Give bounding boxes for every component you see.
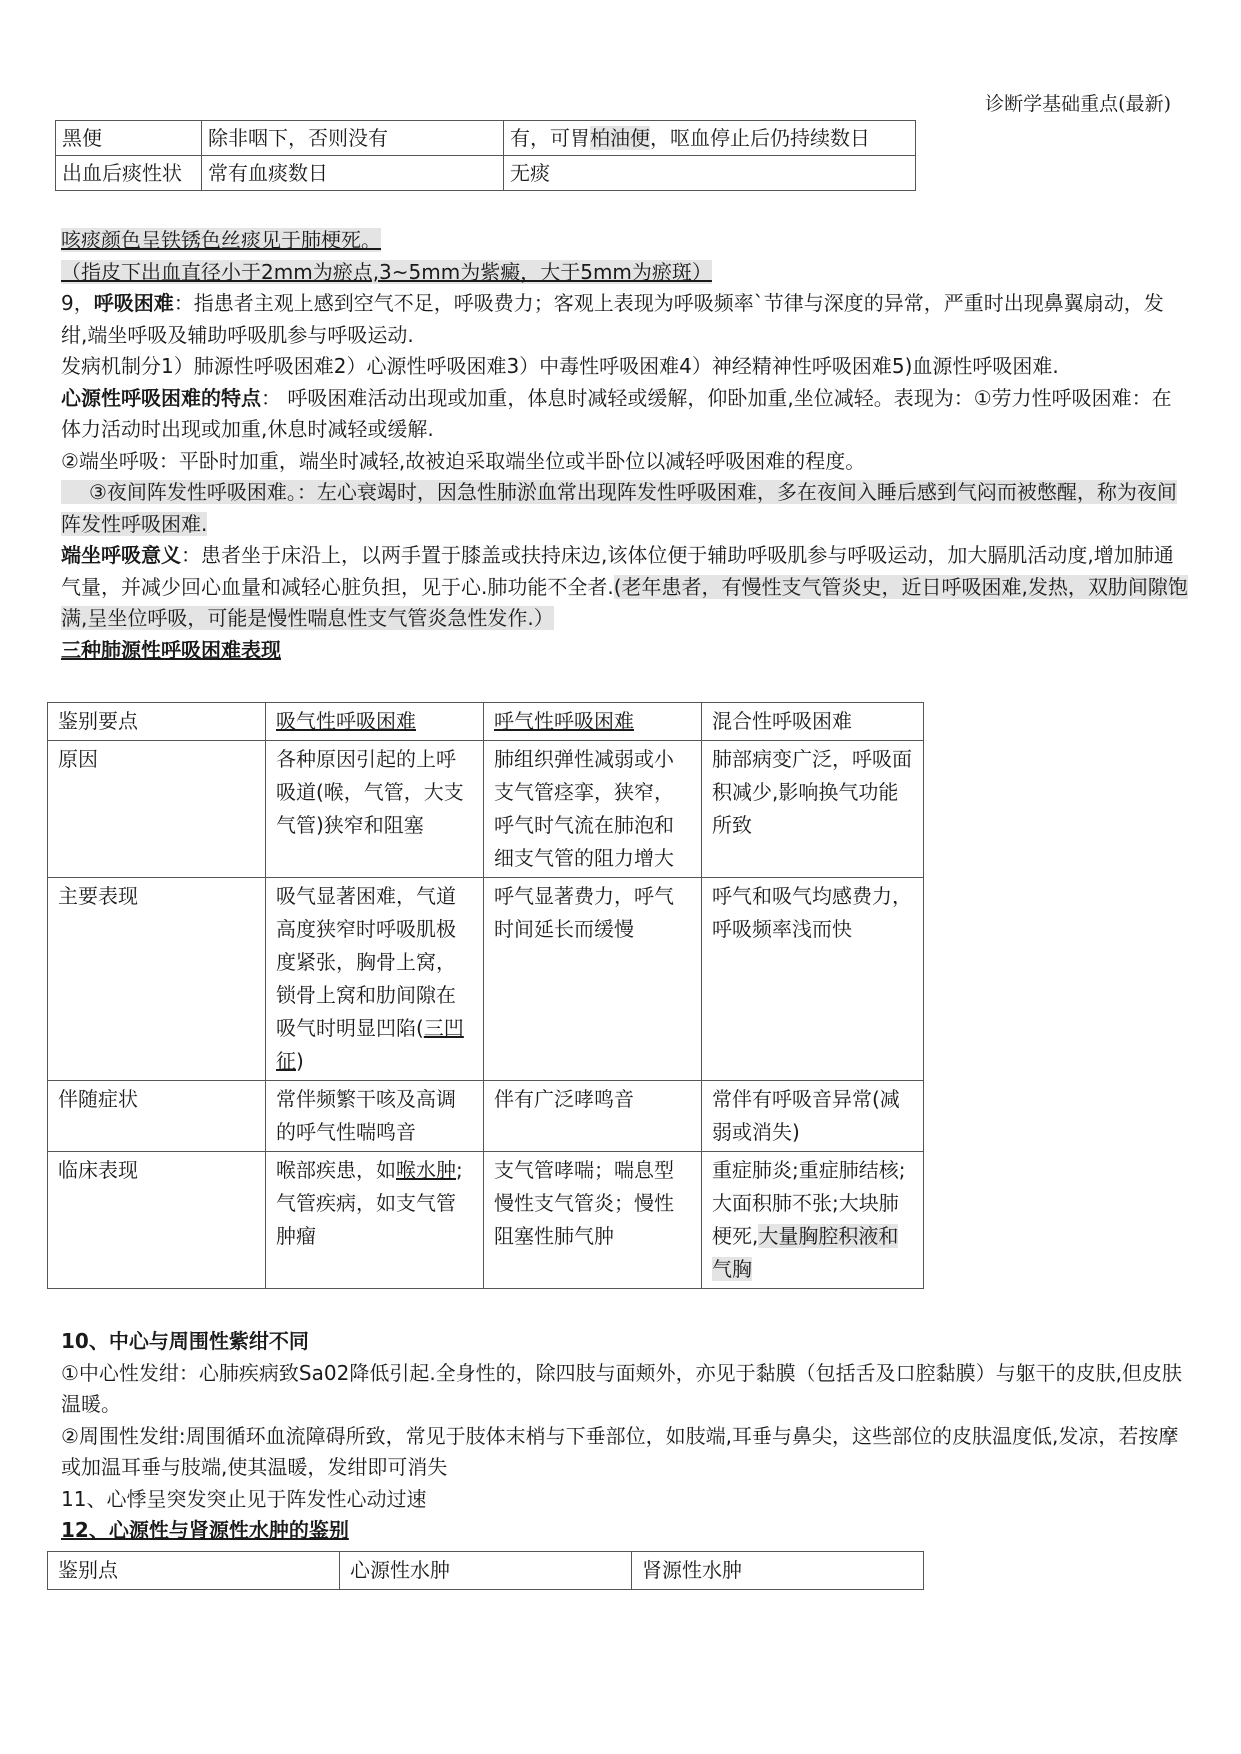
dyspnea-table — [47, 702, 924, 1289]
table-cell: 吸气显著困难，气道高度狭窄时呼吸肌极度紧张，胸骨上窝，锁骨上窝和肋间隙在吸气时明显凹陷(三凹征) — [266, 878, 484, 1081]
table-header: 鉴别点 — [48, 1552, 340, 1590]
table-header: 呼气性呼吸困难 — [484, 703, 702, 741]
orthopnea-significance: 端坐呼吸意义：患者坐于床沿上，以两手置于膝盖或扶持床边,该体位便于辅助呼吸肌参与呼吸运动，加大膈肌活动度,增加肺通气量，并减少回心血量和减轻心脏负担，见于心.肺功能不全者.(老年患者，有慢性支气管炎史，近日呼吸困难,发热，双肋间隙饱满,呈坐位呼吸，可能是慢性喘息性支气管炎急性发作.） — [61, 543, 1188, 630]
table-row — [56, 156, 916, 191]
table-cell: 常伴频繁干咳及高调的呼气性喘鸣音 — [266, 1081, 484, 1152]
table-row — [48, 878, 924, 1081]
central-cyanosis: ①中心性发绀：心肺疾病致Sa02降低引起.全身性的，除四肢与面颊外，亦见于黏膜（包括舌及口腔黏膜）与躯干的皮肤,但皮肤温暖。 — [61, 1360, 1183, 1416]
table2-title: 三种肺源性呼吸困难表现 — [61, 637, 281, 662]
table-header: 肾源性水肿 — [632, 1552, 924, 1590]
table-header: 混合性呼吸困难 — [702, 703, 924, 741]
table-cell: 喉部疾患，如喉水肿;气管疾病，如支气管肿瘤 — [266, 1152, 484, 1289]
edema-table — [47, 1551, 924, 1590]
table-cell: 肺组织弹性减弱或小支气管痉挛，狭窄，呼气时气流在肺泡和细支气管的阻力增大 — [484, 741, 702, 878]
table-cell: 出血后痰性状 — [56, 156, 202, 191]
table-cell: 主要表现 — [48, 878, 266, 1081]
table-cell: 有，可胃柏油便，呕血停止后仍持续数日 — [504, 121, 916, 156]
palpitation-note: 11、心悸呈突发突止见于阵发性心动过速 — [61, 1486, 427, 1511]
table-header-row — [48, 703, 924, 741]
dyspnea-definition: 9，呼吸困难：指患者主观上感到空气不足，呼吸费力；客观上表现为呼吸频率`节律与深度的异常，严重时出现鼻翼扇动，发绀,端坐呼吸及辅助呼吸肌参与呼吸运动. — [61, 291, 1164, 347]
cyanosis-title: 10、中心与周围性紫绀不同 — [61, 1329, 309, 1353]
table-header: 鉴别要点 — [48, 703, 266, 741]
edema-title: 12、心源性与肾源性水肿的鉴别 — [61, 1518, 349, 1542]
table-cell: 重症肺炎;重症肺结核;大面积肺不张;大块肺梗死,大量胸腔积液和气胸 — [702, 1152, 924, 1289]
table-row — [56, 121, 916, 156]
orthopnea-item: ②端坐呼吸：平卧时加重，端坐时减轻,故被迫采取端坐位或半卧位以减轻呼吸困难的程度。 — [61, 448, 866, 473]
table-header: 吸气性呼吸困难 — [266, 703, 484, 741]
table-cell: 常有血痰数日 — [202, 156, 504, 191]
table-cell: 临床表现 — [48, 1152, 266, 1289]
page-header: 诊断学基础重点(最新) — [985, 93, 1171, 115]
table-cell: 肺部病变广泛，呼吸面积减少,影响换气功能所致 — [702, 741, 924, 878]
table-cell: 黑便 — [56, 121, 202, 156]
dyspnea-mechanism: 发病机制分1）肺源性呼吸困难2）心源性呼吸困难3）中毒性呼吸困难4）神经精神性呼吸困难5)血源性呼吸困难. — [61, 354, 1059, 378]
table-cell: 常伴有呼吸音异常(减弱或消失) — [702, 1081, 924, 1152]
table-row — [48, 741, 924, 878]
table-row — [48, 1081, 924, 1152]
table-cell: 无痰 — [504, 156, 916, 191]
cyanosis-section — [61, 1326, 1189, 1547]
table-row — [48, 1152, 924, 1289]
table-header-row — [48, 1552, 924, 1590]
cardiac-dyspnea: 心源性呼吸困难的特点： 呼吸困难活动出现或加重，体息时减轻或缓解，仰卧加重,坐位减轻。表现为：①劳力性呼吸困难：在体力活动时出现或加重,休息时减轻或缓解. — [61, 385, 1172, 441]
dyspnea-section — [61, 288, 1189, 666]
bleeding-table — [55, 120, 916, 191]
table-cell: 支气管哮喘；喘息型慢性支气管炎；慢性阻塞性肺气肿 — [484, 1152, 702, 1289]
peripheral-cyanosis: ②周围性发绀:周围循环血流障碍所致，常见于肢体末梢与下垂部位，如肢端,耳垂与鼻尖，这些部位的皮肤温度低,发凉，若按摩或加温耳垂与肢端,使其温暖，发绀即可消失 — [61, 1423, 1179, 1479]
table-cell: 呼气显著费力，呼气时间延长而缓慢 — [484, 878, 702, 1081]
table-header: 心源性水肿 — [340, 1552, 632, 1590]
rust-sputum-note: 咳痰颜色呈铁锈色丝痰见于肺梗死。 — [61, 228, 381, 252]
table-cell: 伴随症状 — [48, 1081, 266, 1152]
table-cell: 除非咽下，否则没有 — [202, 121, 504, 156]
pnd-item: ③夜间阵发性呼吸困难。：左心衰竭时，因急性肺淤血常出现阵发性呼吸困难，多在夜间入睡后感到气闷而被憋醒，称为夜间阵发性呼吸困难. — [61, 480, 1177, 536]
table-cell: 呼气和吸气均感费力，呼吸频率浅而快 — [702, 878, 924, 1081]
table-cell: 原因 — [48, 741, 266, 878]
notes-block — [61, 224, 1189, 288]
purpura-note: （指皮下出血直径小于2mm为瘀点,3~5mm为紫癜，大于5mm为瘀斑） — [61, 260, 712, 284]
table-cell: 伴有广泛哮鸣音 — [484, 1081, 702, 1152]
table-cell: 各种原因引起的上呼吸道(喉，气管，大支气管)狭窄和阻塞 — [266, 741, 484, 878]
